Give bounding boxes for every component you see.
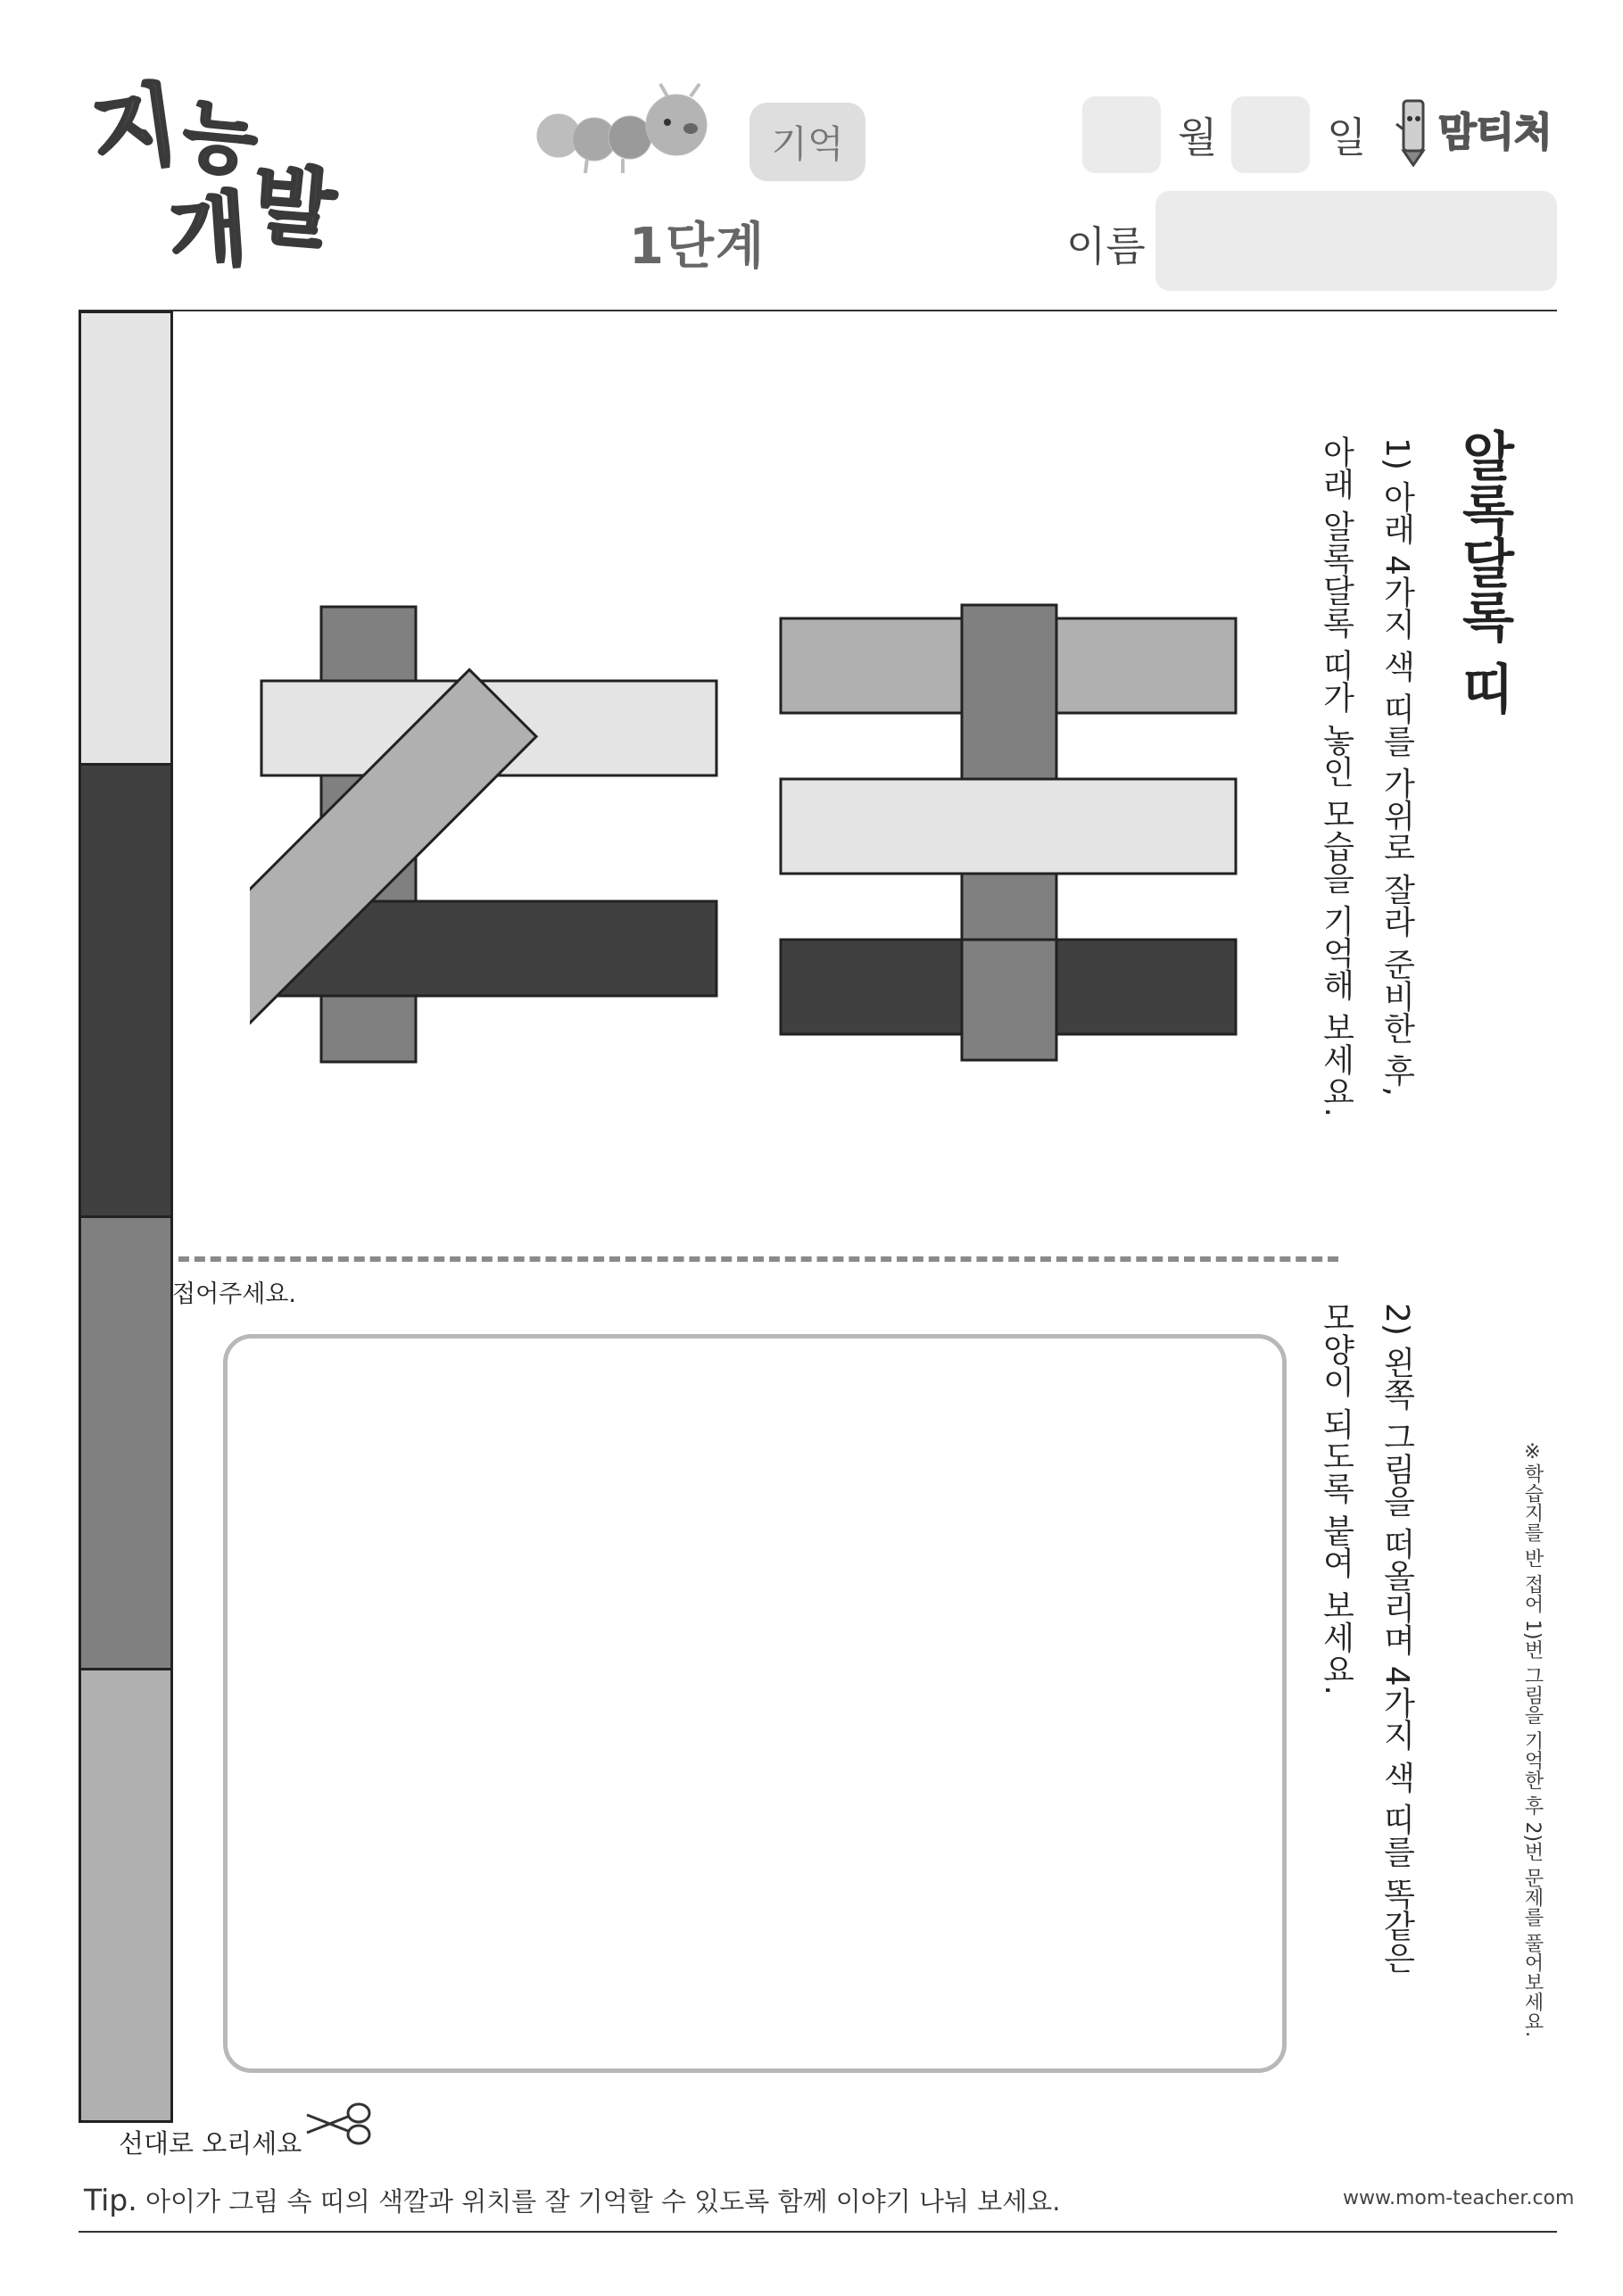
logo-char-4: 발	[248, 154, 340, 261]
name-label: 이름	[1066, 222, 1146, 270]
tip-label: Tip.	[84, 2183, 137, 2217]
tip-text	[84, 2182, 1060, 2218]
name-field[interactable]	[1155, 191, 1557, 291]
fold-instruction: 접어주세요.	[172, 1281, 296, 1308]
right-figure-vertical-mid-strip-overlap	[962, 940, 1056, 1060]
footer-divider	[79, 2231, 1557, 2233]
side-note: ※학습지를 반 접어 1)번 그림을 기억한 후 2)번 문제를 풀어보세요.	[1521, 1441, 1544, 2038]
figure-left	[250, 607, 716, 1062]
cutout-strip-dark[interactable]	[79, 763, 173, 1218]
tip-body: 아이가 그림 속 띠의 색깔과 위치를 잘 기억할 수 있도록 함께 이야기 나눠 보세요.	[137, 2186, 1061, 2217]
month-field[interactable]	[1082, 96, 1161, 173]
caterpillar-icon	[534, 82, 748, 185]
logo-char-1: 지	[85, 70, 186, 187]
cutout-strip-silver[interactable]	[79, 1668, 173, 2123]
month-label: 월	[1178, 113, 1218, 162]
brand-logo	[85, 70, 344, 281]
problem1-instruction-2: 아래 알록달록 띠가 놓인 모습을 기억해 보세요.	[1318, 435, 1354, 1118]
level-label: 1단계	[629, 218, 766, 276]
problem1-instruction-1: 1) 아래 4가지 색 띠를 가위로 잘라 준비한 후,	[1379, 437, 1415, 1097]
problem2-instruction-2: 모양이 되도록 붙여 보세요.	[1318, 1301, 1354, 1695]
fold-line	[178, 1256, 1338, 1262]
memory-badge: 기억	[749, 103, 865, 181]
figure-right	[781, 605, 1236, 1060]
cutout-strip-mid[interactable]	[79, 1215, 173, 1670]
problem2-instruction-1: 2) 왼쪽 그림을 떠올리며 4가지 색 띠를 똑같은	[1379, 1303, 1415, 1974]
right-figure-light-strip	[781, 779, 1236, 874]
site-url[interactable]: www.mom-teacher.com	[1343, 2187, 1575, 2209]
header-divider	[79, 310, 1557, 311]
cutout-strip-light[interactable]	[79, 311, 173, 766]
scissors-icon	[302, 2097, 375, 2151]
pencil-icon	[1387, 94, 1439, 167]
answer-area[interactable]	[223, 1334, 1287, 2073]
problem-title: 알록달록 띠	[1453, 428, 1515, 715]
logo-char-3: 개	[166, 182, 251, 281]
brand-name: 맘티처	[1438, 110, 1553, 155]
cut-instruction: 선대로 오리세요	[119, 2128, 302, 2159]
logo-char-2: 능	[178, 90, 262, 188]
day-field[interactable]	[1231, 96, 1310, 173]
day-label: 일	[1327, 113, 1367, 162]
strip-figures	[250, 589, 1258, 1071]
